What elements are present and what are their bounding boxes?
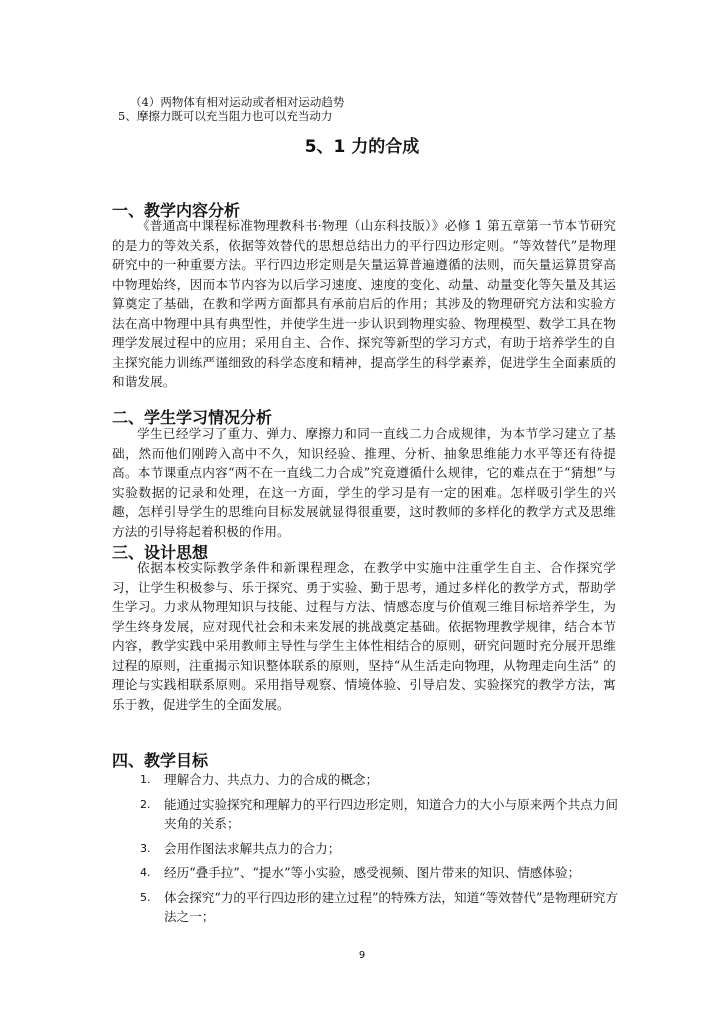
section-heading-4: 四、教学目标 — [112, 751, 209, 770]
list-item-number: 3. — [140, 841, 151, 855]
list-item — [112, 863, 618, 883]
list-item-number: 4. — [140, 866, 151, 879]
list-item — [112, 795, 618, 834]
section-text-2: 学生已经学习了重力、弹力、摩擦力和同一直线二力合成规律，为本节学习建立了基础，然而他们刚跨入高中不久，知识经验、推理、分析、抽象思维能力水平等还有待提高。本节课重点内容“两不在一直线二力合成”究竟遵循什么规律，它的难点在于“猜想”与实验数据的记录和处理，在这一方面，学生的学习是有一定的困难。怎样吸引学生的兴趣，怎样引导学生的思维向目标发展就显得很重要，这时教师的多样化的教学方式及思维方法的引导将起着积极的作用。 — [112, 426, 616, 539]
list-item — [112, 888, 618, 927]
list-item-number: 2. — [140, 797, 151, 811]
list-item-text: 理解合力、共点力、力的合成的概念； — [164, 772, 379, 787]
objectives-list — [112, 770, 618, 932]
page-title: 5、1 力的合成 — [304, 137, 420, 157]
section-text-3: 依据本校实际教学条件和新课程理念，在教学中实施中注重学生自主、合作探究学习，让学生积极参与、乐于探究、勇于实验、勤于思考，通过多样化的教学方式，帮助学生学习。力求从物理知识与技能、过程与方法、情感态度与价值观三维目标培养学生，为学生终身发展，应对现代社会和未来发展的挑战奠定基础。依据物理教学规律，结合本节内容，教学实践中采用教师主导性与学生主体性相结合的原则，研究问题时充分展开思维过程的原则，注重揭示知识整体联系的原则，坚持“从生活走向物理，从物理走向生活” 的理论与实践相联系原则。采用指导观察、情境体验、引导启发、实验探究的教学方法，寓乐于教，促进学生的全面发展。 — [112, 560, 616, 712]
continuation-line-2: 5、摩擦力既可以充当阻力也可以充当动力 — [118, 109, 333, 123]
list-item-text: 经历“叠手拉”、“提水”等小实验，感受视频、图片带来的知识、情感体验； — [164, 865, 581, 880]
list-item-text: 会用作图法求解共点力的合力； — [164, 840, 341, 856]
section-heading-3: 三、设计思想 — [112, 543, 209, 562]
section-heading-2: 二、学生学习情况分析 — [112, 408, 273, 427]
continuation-line-1: （4）两物体有相对运动或者相对运动趋势 — [130, 95, 345, 109]
list-item-number: 1. — [140, 773, 151, 786]
list-item — [112, 839, 618, 859]
list-item — [112, 770, 618, 790]
list-item-text: 体会探究“力的平行四边形的建立过程”的特殊方法，知道“等效替代”是物理研究方法之一； — [164, 889, 618, 924]
section-heading-1: 一、教学内容分析 — [112, 201, 241, 220]
section-text-1: 《普通高中课程标准物理教科书·物理（山东科技版）》必修 1 第五章第一节本节研究的是力的等效关系，依据等效替代的思想总结出力的平行四边形定则。“等效替代”是物理研究中的一种重要方法。平行四边形定则是矢量运算普遍遵循的法则，而矢量运算贯穿高中物理始终，因而本节内容为以后学习速度、速度的变化、动量、动量变化等矢量及其运算奠定了基础，在教和学两方面都具有承前启后的作用；其涉及的物理研究方法和实验方法在高中物理中具有典型性，并使学生进一步认识到物理实验、物理模型、数学工具在物理学发展过程中的应用；采用自主、合作、探究等新型的学习方式，有助于培养学生的自主探究能力训练严谨细致的科学态度和精神，提高学生的科学素养，促进学生全面素质的和谐发展。 — [112, 218, 616, 389]
page-number: 9 — [358, 950, 366, 961]
list-item-text: 能通过实验探究和理解力的平行四边形定则，知道合力的大小与原来两个共点力间夹角的关系； — [164, 796, 618, 831]
list-item-number: 5. — [140, 890, 151, 904]
